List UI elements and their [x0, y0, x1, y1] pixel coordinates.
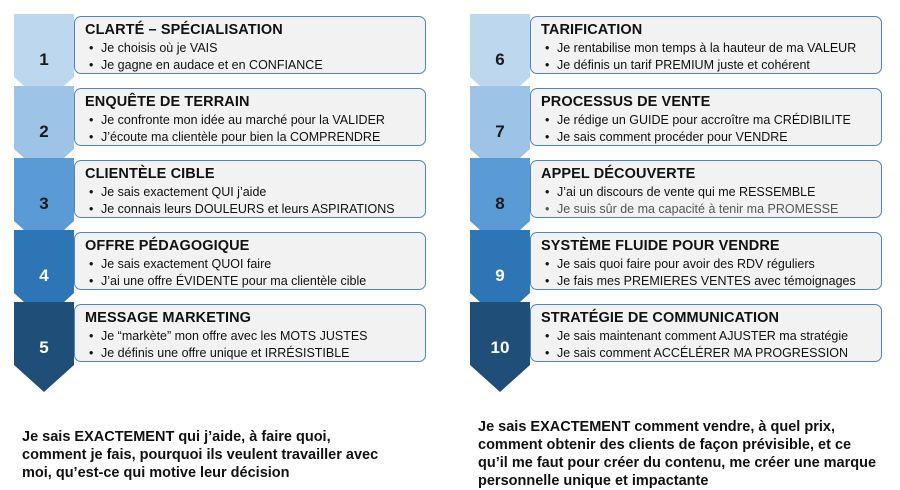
step-9 — [470, 230, 890, 302]
step-8 — [470, 158, 890, 230]
step-10-number: 10 — [490, 338, 510, 357]
step-4 — [14, 230, 434, 302]
step-7-bullet-1: • Je rédige un GUIDE pour accroître ma CRÉDIBILITE — [545, 113, 851, 127]
step-3-title: CLIENTÈLE CIBLE — [85, 166, 215, 182]
step-5-bullet-2: • Je définis une offre unique et IRRÉSISTIBLE — [89, 346, 350, 360]
step-9-card — [530, 232, 882, 290]
step-6-title: TARIFICATION — [541, 22, 643, 38]
step-5-card — [74, 304, 426, 362]
step-9-bullet-1: • Je sais quoi faire pour avoir des RDV réguliers — [545, 257, 815, 271]
step-8-bullet-1: • J’ai un discours de vente qui me RESSEMBLE — [545, 185, 816, 199]
step-4-bullet-1: • Je sais exactement QUOI faire — [89, 257, 272, 271]
step-10-bullet-2: • Je sais comment ACCÉLÉRER MA PROGRESSION — [545, 346, 849, 360]
step-3-card — [74, 160, 426, 218]
step-5-bullet-1: • Je “markète” mon offre avec les MOTS JUSTES — [89, 329, 368, 343]
step-5-number: 5 — [39, 338, 49, 357]
step-9-number: 9 — [495, 266, 505, 285]
step-8-title: APPEL DÉCOUVERTE — [541, 166, 696, 182]
step-4-number: 4 — [39, 266, 49, 285]
step-2-number: 2 — [39, 122, 49, 141]
step-10-bullet-1: • Je sais maintenant comment AJUSTER ma stratégie — [545, 329, 849, 343]
step-1-number: 1 — [39, 50, 49, 69]
step-8-number: 8 — [495, 194, 505, 213]
step-2 — [14, 86, 434, 158]
step-3 — [14, 158, 434, 230]
step-1-bullet-2: • Je gagne en audace et en CONFIANCE — [89, 58, 323, 72]
step-3-bullet-1: • Je sais exactement QUI j’aide — [89, 185, 267, 199]
step-6-bullet-1: • Je rentabilise mon temps à la hauteur de ma VALEUR — [545, 41, 857, 55]
step-9-bullet-2: • Je fais mes PREMIERES VENTES avec témoignages — [545, 274, 856, 288]
step-1-title: CLARTÉ – SPÉCIALISATION — [85, 22, 283, 38]
summary-left: Je sais EXACTEMENT qui j’aide, à faire quoi, comment je fais, pourquoi ils veulent travailler avec moi, qu’est-ce qui motive leur décision — [22, 429, 379, 481]
step-1-card — [74, 16, 426, 74]
step-6 — [470, 14, 890, 86]
step-5-title: MESSAGE MARKETING — [85, 310, 252, 326]
step-2-bullet-1: • Je confronte mon idée au marché pour la VALIDER — [89, 113, 385, 127]
step-4-title: OFFRE PÉDAGOGIQUE — [85, 238, 250, 254]
step-6-card — [530, 16, 882, 74]
step-2-bullet-2: • J’écoute ma clientèle pour bien la COMPRENDRE — [89, 130, 381, 144]
step-3-number: 3 — [39, 194, 49, 213]
step-7-title: PROCESSUS DE VENTE — [541, 94, 711, 110]
step-7-number: 7 — [495, 122, 505, 141]
step-4-bullet-2: • J’ai une offre ÉVIDENTE pour ma clientèle cible — [89, 274, 367, 288]
step-1 — [14, 14, 434, 86]
step-8-card — [530, 160, 882, 218]
step-8-bullet-2: • Je suis sûr de ma capacité à tenir ma PROMESSE — [545, 202, 839, 216]
left-steps-column — [14, 14, 434, 374]
step-5 — [14, 302, 434, 374]
step-10-title: STRATÉGIE DE COMMUNICATION — [541, 310, 780, 326]
step-6-bullet-2: • Je définis un tarif PREMIUM juste et cohérent — [545, 58, 810, 72]
step-7-bullet-2: • Je sais comment procéder pour VENDRE — [545, 130, 788, 144]
step-4-card — [74, 232, 426, 290]
step-1-bullet-1: • Je choisis où je VAIS — [89, 41, 218, 55]
step-7-card — [530, 88, 882, 146]
step-2-title: ENQUÊTE DE TERRAIN — [85, 94, 250, 110]
step-6-number: 6 — [495, 50, 505, 69]
right-steps-column — [470, 14, 890, 374]
step-7 — [470, 86, 890, 158]
summary-right: Je sais EXACTEMENT comment vendre, à quel prix, comment obtenir des clients de façon prévisible, et ce qu’il me faut pour créer du contenu, me créer une marque personnelle unique et impactante — [478, 419, 877, 489]
step-10 — [470, 302, 890, 374]
step-10-card — [530, 304, 882, 362]
step-3-bullet-2: • Je connais leurs DOULEURS et leurs ASPIRATIONS — [89, 202, 395, 216]
step-2-card — [74, 88, 426, 146]
step-9-title: SYSTÈME FLUIDE POUR VENDRE — [541, 238, 780, 254]
